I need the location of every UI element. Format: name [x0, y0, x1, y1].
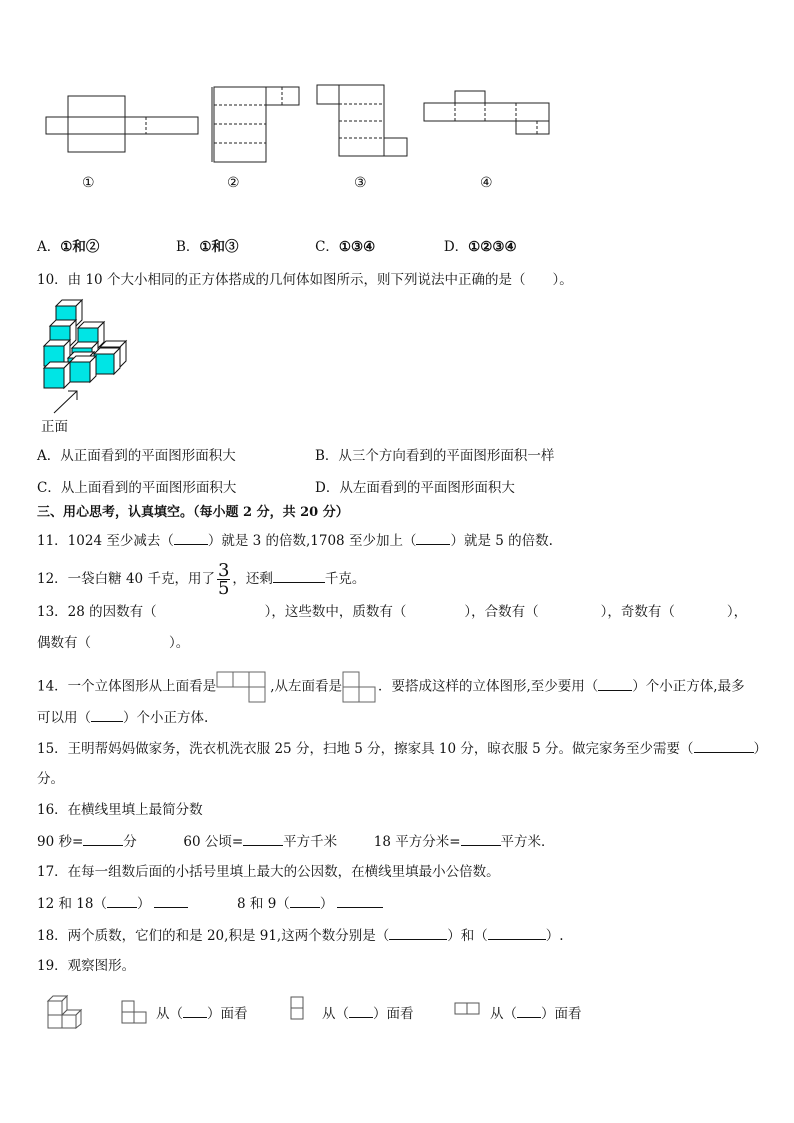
q16-blank-3[interactable]: [461, 832, 501, 846]
q19-view-1: 从（ ）面看: [156, 1006, 248, 1022]
net-figure-3: [315, 83, 415, 163]
q17-gcf-blank-2[interactable]: [290, 894, 320, 908]
net-figure-4: [422, 89, 557, 139]
q9-options: [37, 238, 517, 256]
q15-line2: 分。: [37, 771, 64, 787]
q11-blank-2[interactable]: [416, 531, 450, 545]
q17-lcm-blank-2[interactable]: [337, 894, 383, 908]
section3-title: 三、用心思考，认真填空。（每小题 2 分，共 20 分）: [37, 505, 349, 520]
stacked-cubes-figure: [42, 296, 132, 391]
top-view-figure: [216, 671, 270, 703]
net-label-3: ③: [354, 175, 367, 191]
q9-option-b[interactable]: B．①和③: [175, 239, 239, 255]
q11: 11．1024 至少减去（ ）就是 3 的倍数,1708 至少加上（ ）就是 5 的倍数.: [37, 533, 553, 549]
q10-stem: 10．由 10 个大小相同的正方体搭成的几何体如图所示，则下列说法中正确的是（ ）。: [37, 272, 573, 288]
q15-line1: 15．王明帮妈妈做家务，洗衣机洗衣服 25 分，扫地 5 分，擦家具 10 分，晾衣服 5 分。做完家务至少需要（ ）: [37, 741, 768, 757]
q18-blank-2[interactable]: [488, 926, 546, 940]
q12-blank[interactable]: [273, 569, 325, 583]
q18-blank-1[interactable]: [389, 926, 447, 940]
q19-blank-2[interactable]: [349, 1004, 373, 1018]
front-arrow-icon: [50, 388, 90, 418]
net-label-1: ①: [82, 175, 95, 191]
q16-blank-2[interactable]: [243, 832, 283, 846]
q9-option-c[interactable]: C．①③④: [315, 239, 376, 255]
q14-blank-1[interactable]: [598, 677, 632, 691]
q10-option-a[interactable]: A．从正面看到的平面图形面积大: [37, 448, 236, 464]
q13-line2: 偶数有（ ）。: [37, 635, 190, 651]
q17-items: 12 和 18（ ） 8 和 9（ ）: [37, 894, 383, 913]
q16-stem: 16．在横线里填上最简分数: [37, 802, 203, 818]
q12: 12．一袋白糖 40 千克，用了 $\frac{3}{5}$ ，还剩 千克。: [37, 560, 366, 599]
q19-view-2: 从（ ）面看: [322, 1006, 414, 1022]
q18: 18．两个质数，它们的和是 20,积是 91,这两个数分别是（ ）和（ ）.: [37, 928, 564, 944]
left-view-figure: [342, 671, 378, 703]
q14-line2: 可以用（ ）个小正方体.: [37, 710, 209, 726]
q9-option-a[interactable]: A．①和②: [37, 239, 100, 255]
q10-option-b[interactable]: B．从三个方向看到的平面图形面积一样: [315, 448, 555, 464]
q19-view-figure-3: [454, 1002, 484, 1018]
q16-items: 90 秒= 分 60 公顷= 平方千米 18 平方分米= 平方米．: [37, 834, 555, 850]
q15-blank[interactable]: [694, 739, 754, 753]
q19-blank-1[interactable]: [183, 1004, 207, 1018]
q10-option-c[interactable]: C．从上面看到的平面图形面积大: [37, 480, 237, 496]
net-figure-2: [212, 85, 312, 165]
q9-option-d[interactable]: D．①②③④: [443, 239, 517, 255]
q11-blank-1[interactable]: [174, 531, 208, 545]
q10-option-d[interactable]: D．从左面看到的平面图形面积大: [315, 480, 515, 496]
q19-view-figure-2: [290, 996, 310, 1022]
q19-solid-figure: [46, 995, 86, 1029]
q17-lcm-blank-1[interactable]: [154, 894, 188, 908]
q17-stem: 17．在每一组数后面的小括号里填上最大的公因数，在横线里填最小公倍数。: [37, 864, 500, 880]
net-figure-1: [46, 96, 206, 156]
q19-stem: 19．观察图形。: [37, 958, 136, 974]
q16-blank-1[interactable]: [83, 832, 123, 846]
q19-view-3: 从（ ）面看: [490, 1006, 582, 1022]
q17-gcf-blank-1[interactable]: [107, 894, 137, 908]
q19-view-figure-1: [121, 1000, 151, 1026]
net-label-4: ④: [480, 175, 493, 191]
q14-blank-2[interactable]: [91, 708, 123, 722]
q13-line1: 13．28 的因数有（ ），这些数中，质数有（ ），合数有（ ），奇数有（ ），: [37, 604, 748, 620]
q14-line1: 14．一个立体图形从上面看是 ,从左面看是 ．要搭成这样的立体图形,至少要用（ ）个小正方体,最多: [37, 671, 745, 703]
front-label: 正面: [41, 419, 68, 435]
net-label-2: ②: [227, 175, 240, 191]
q12-fraction: $\frac{3}{5}$: [217, 560, 230, 599]
q19-blank-3[interactable]: [517, 1004, 541, 1018]
